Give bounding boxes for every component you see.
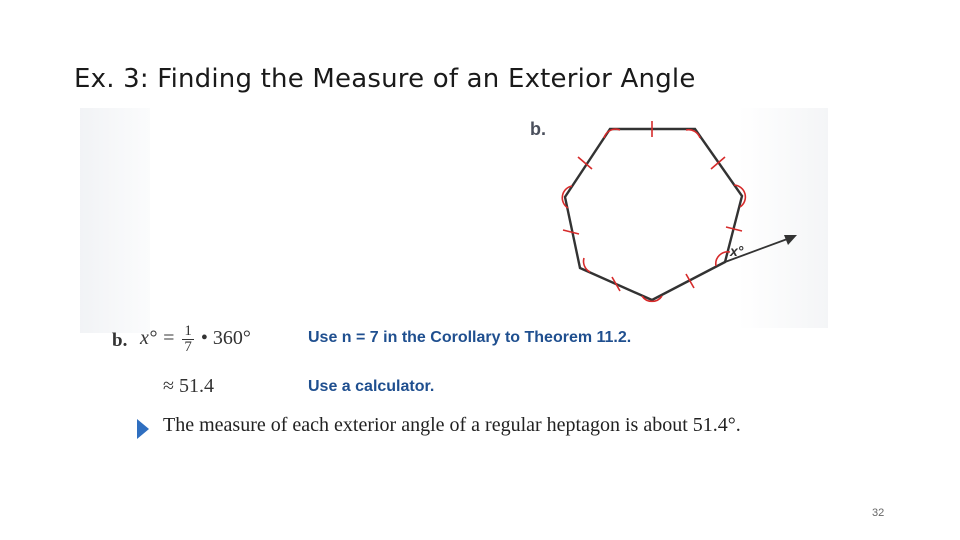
conclusion-bullet-icon [137, 419, 149, 439]
solution-part-label: b. [112, 330, 128, 351]
fraction-numerator: 1 [184, 323, 192, 339]
fraction-denominator: 7 [184, 339, 192, 355]
equation-lhs: x° = [140, 327, 176, 350]
exterior-angle-label: x° [730, 243, 744, 259]
conclusion-text: The measure of each exterior angle of a regular heptagon is about 51.4°. [163, 414, 741, 436]
equation-line-2: ≈ 51.4 [163, 375, 214, 397]
angle-arc [604, 129, 620, 138]
heptagon-polygon [565, 129, 742, 300]
figure-part-label: b. [530, 119, 546, 139]
equation-note-2: Use a calculator. [308, 378, 435, 395]
equation-note-1: Use n = 7 in the Corollary to Theorem 11.2. [308, 329, 632, 346]
slide-title: Ex. 3: Finding the Measure of an Exterior Angle [74, 64, 696, 94]
angle-arcs [562, 129, 745, 301]
equation-line-1 [140, 324, 251, 355]
page-number: 32 [872, 507, 885, 519]
equation-rhs: • 360° [200, 327, 251, 350]
angle-arc [686, 130, 700, 138]
fraction-one-seventh [182, 324, 194, 355]
